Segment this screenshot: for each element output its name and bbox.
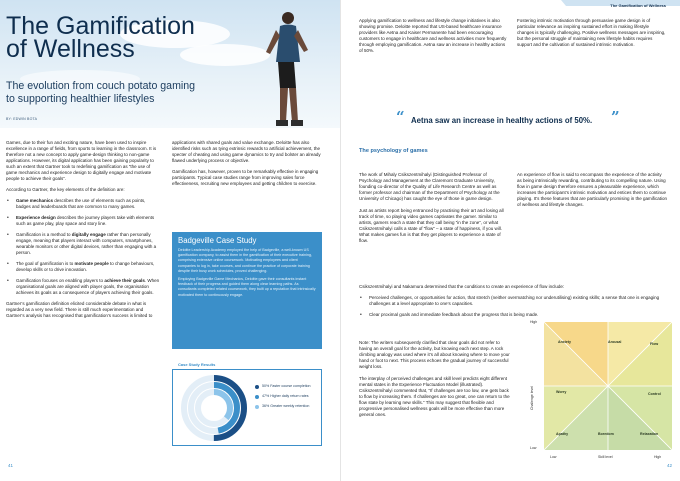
x-axis-low-label: Low — [550, 455, 557, 459]
bullet-text: describes the use of elements such as points, badges and leaderboards that are common to many games. — [16, 198, 146, 209]
right-mid-column-1 — [359, 172, 509, 244]
list-item — [6, 198, 161, 210]
bullet-pre: Gamification focuses on enabling players to — [16, 278, 105, 283]
flow-paragraph: Just as artists report being entranced by practising their art and losing all track of time, so playing video games captivates the gamer. Similar to artists, gamers reach a state that they call being “in the zone”, or what Csikszentmihalyi calls a state of “flow” – a state of happiness, if you will. What makes games fun is that they get players to experience a state of flow. — [359, 208, 504, 243]
hero-banner — [0, 0, 340, 128]
results-legend — [255, 384, 319, 413]
state-label-relaxation: Relaxation — [640, 432, 659, 436]
list-item — [6, 215, 161, 227]
y-axis-high-label: High — [530, 320, 538, 324]
bullet-bold: digitally engage — [71, 232, 106, 237]
bullet-pre: The goal of gamification is to — [16, 261, 75, 266]
list-item: • Clear proximal goals and immediate feedback about the progress that is being made. — [359, 312, 669, 318]
legend-swatch — [255, 385, 259, 389]
left-column-2 — [172, 140, 327, 187]
right-top-column-1 — [359, 18, 507, 54]
article-subtitle — [6, 80, 256, 105]
author-byline: BY: EDWIN BOTA — [6, 117, 38, 121]
aetna-paragraph: Applying gamification to wellness and lifestyle change initiatives is also showing promise. Deloitte reported that US-based healthcare insurance providers like Aetna and Kaiser Permanente had been encouraging customers to engage in healthcare and wellness activities more frequently through employing gamification. Aetna saw an increase in healthy actions of 50%. — [359, 18, 507, 53]
right-top-column-2 — [517, 18, 667, 48]
state-label-apathy: Apathy — [556, 432, 569, 436]
open-quote-icon: “ — [396, 108, 405, 126]
effectiveness-paragraph: Gamification has, however, proven to be remarkably effective in engaging participants. Typical case studies range from improving sales force effectiveness, recruiting new employees and getting children to exercise. — [172, 169, 319, 186]
subtitle-line: to supporting healthier lifestyles — [6, 92, 155, 105]
list-item — [6, 261, 161, 273]
csikszentmihalyi-paragraph: The work of Mihaly Csikszentmihalyi (Distinguished Professor of Psychology and Management at the Claremont Graduate University, founding co-director of the Quality of Life Research Centre as well as former professor and chairman of the Department of Psychology at the University of Chicago) has caught the eye of those in game design. — [359, 172, 500, 201]
case-study-paragraph: Employing Badgeville Game Mechanics, Deloitte gave their consultants instant feedback of their progress and guided them along clear learning paths. As consultants completed related coursework, they built up a reputation that intrinsically motivated them to continuously engage. — [178, 277, 316, 297]
intro-paragraph: Games, due to their fun and exciting nature, have been used to inspire excellence in a range of fields, from sports to learning in the classroom. It is therefore not a new concept to apply game-design thinking to non-game applications. However, its digital application has been gaining popularity to such an extent that Gartner took to redefining gamification as “the use of game mechanics and experience design to digitally engage and motivate people to achieve their goals”. — [6, 140, 157, 181]
pull-quote: Aetna saw an increase in healthy actions of 50%. — [411, 116, 593, 125]
legend-swatch — [255, 395, 259, 399]
intrinsic-motivation-paragraph: Fostering intrinsic motivation through persuasive game design is of particular relevance as inspiring sustained effort in making lifestyle changes is typically challenging. Positive wellness messages are inspiring, but the personal struggle of maintaining new lifestyle habits requires support and the cultivation of sustained intrinsic motivation. — [517, 18, 666, 47]
right-mid-column-2 — [517, 172, 667, 208]
article-title — [6, 12, 246, 63]
close-quote-icon: ” — [611, 108, 620, 126]
section-heading: The psychology of games — [359, 148, 428, 154]
bullet-pre: Gamification is a method to — [16, 232, 72, 237]
deloitte-paragraph: applications with shared goals and value exchange. Deloitte has also identified risks such as tying extrinsic rewards to artificial achievement, the specter of cheating and using game dynamics to try and bolster an already flawed underlying process or objective. — [172, 140, 321, 163]
y-axis-low-label: Low — [530, 446, 537, 450]
title-line: The Gamification — [6, 12, 195, 40]
list-item: • Perceived challenges, or opportunities for action, that stretch (neither overmatching nor underutilising) existing skills; a sense that one is engaging challenges at a level appropriate to one’s capacities. — [359, 295, 669, 307]
results-label: Case Study Results — [178, 362, 216, 367]
legend-swatch — [255, 405, 259, 409]
y-axis-title: Challenge level — [530, 386, 534, 410]
right-bottom-column — [359, 340, 511, 418]
bullet-bold: Experience design — [16, 215, 56, 220]
bullet-text: . When organisational goals are aligned with player goals, the organisation achieves its goals as a consequence of players achieving their goals. — [16, 278, 160, 295]
note-paragraph: Note: The writers subsequently clarified that clear goals did not refer to having an overall goal for the activity, but knowing each next step. A rock climbing analogy was used where it’s all about knowing where to move your hand or foot to next. This process echoes the gradual journey of successful weight loss. — [359, 340, 510, 369]
page-number-right: 42 — [667, 463, 673, 468]
flow-experience-paragraph: An experience of flow is said to encompass the experience of the activity as being intrinsically rewarding, contributing to its compelling nature. Using flow in game design therefore ensures a pleasurable experience, which increases the participant’s intrinsic motivation and entices them to continue playing. It’s these features that are particularly promising in the gamification of wellness and lifestyle changes. — [517, 172, 667, 207]
closing-paragraph: Gartner’s gamification definition elicited considerable debate in what is regarded as a very new field. There is still much experimentation and Gartner’s analysis has recognised that gamification’s success is limited to — [6, 301, 153, 318]
result-legend-item — [255, 394, 319, 399]
case-study-paragraph: Deloitte Leadership Academy employed the help of Badgeville, a well-known US gamification company, to assist them in the gamification of their executive training, comprising extensive online coursework. Motivating employees and client companies to log in, take courses, and continue the practice of corporate training despite their busy work schedules, proved challenging. — [178, 248, 312, 273]
state-label-boredom: Boredom — [598, 432, 614, 436]
conditions-intro: Csikszentmihalyi and Nakamura determined that the conditions to create an experience of flow include: — [359, 284, 565, 289]
subtitle-line: The evolution from couch potato gaming — [6, 80, 196, 92]
case-study-box — [172, 232, 322, 349]
interplay-paragraph: The interplay of perceived challenges and skill level predicts eight different mental states in the Experience Fluctuation Model (illustrated). Csikszentmihalyi commented that, “If challenges are too low, one gets back to flow by increasing them. If challenges are too great, one can return to the flow state by learning new skills.” This may suggest that flexible and progressive personalised wellness goals will be more effective than more general ones. — [359, 376, 510, 417]
case-study-title: Badgeville Case Study — [178, 236, 257, 245]
page-number-left: 41 — [8, 463, 14, 468]
state-label-worry: Worry — [556, 390, 567, 394]
bullet-text: rather than personally engage, meaning that players interact with computers, smartphones, wearable monitors or other digital devices, rather than engaging with a person. — [16, 232, 157, 255]
flow-bullet-list — [359, 295, 669, 318]
left-column-1 — [6, 140, 161, 319]
state-label-control: Control — [648, 392, 661, 396]
definition-bullet-list — [6, 198, 161, 296]
bullet-bold: motivate people — [74, 261, 109, 266]
state-label-anxiety: Anxiety — [558, 340, 571, 344]
right-page — [340, 0, 680, 481]
jogger-figure-image — [258, 10, 312, 128]
results-donut-chart — [179, 373, 249, 443]
x-axis-high-label: High — [654, 455, 662, 459]
state-label-flow: Flow — [650, 342, 659, 346]
bullet-bold: achieve their goals — [104, 278, 145, 283]
bullet-bold: Game mechanics — [16, 198, 54, 203]
results-box — [172, 369, 322, 446]
experience-fluctuation-diagram — [526, 318, 676, 472]
bullet-text: to change behaviours, develop skills or to drive innovation. — [16, 261, 155, 272]
header-band — [341, 0, 680, 14]
title-line: of Wellness — [6, 35, 135, 63]
running-header: The Gamification of Wellness — [610, 3, 666, 8]
result-legend-item — [255, 384, 319, 389]
legend-text: 36% Greater weekly retention — [262, 403, 310, 408]
legend-text: 47% Higher daily return rates — [262, 393, 309, 398]
state-label-arousal: Arousal — [608, 340, 622, 344]
list-item — [6, 278, 161, 296]
result-legend-item — [255, 404, 319, 409]
legend-text: 50% Faster course completion — [262, 384, 311, 388]
x-axis-title: Skill level — [598, 455, 613, 459]
list-item — [6, 232, 161, 256]
flow-conditions-block — [359, 284, 669, 318]
bullet-text: describes the journey players take with elements such as game play, play space and story line. — [16, 215, 155, 226]
according-paragraph: According to Gartner, the key elements of the definition are: — [6, 187, 125, 192]
